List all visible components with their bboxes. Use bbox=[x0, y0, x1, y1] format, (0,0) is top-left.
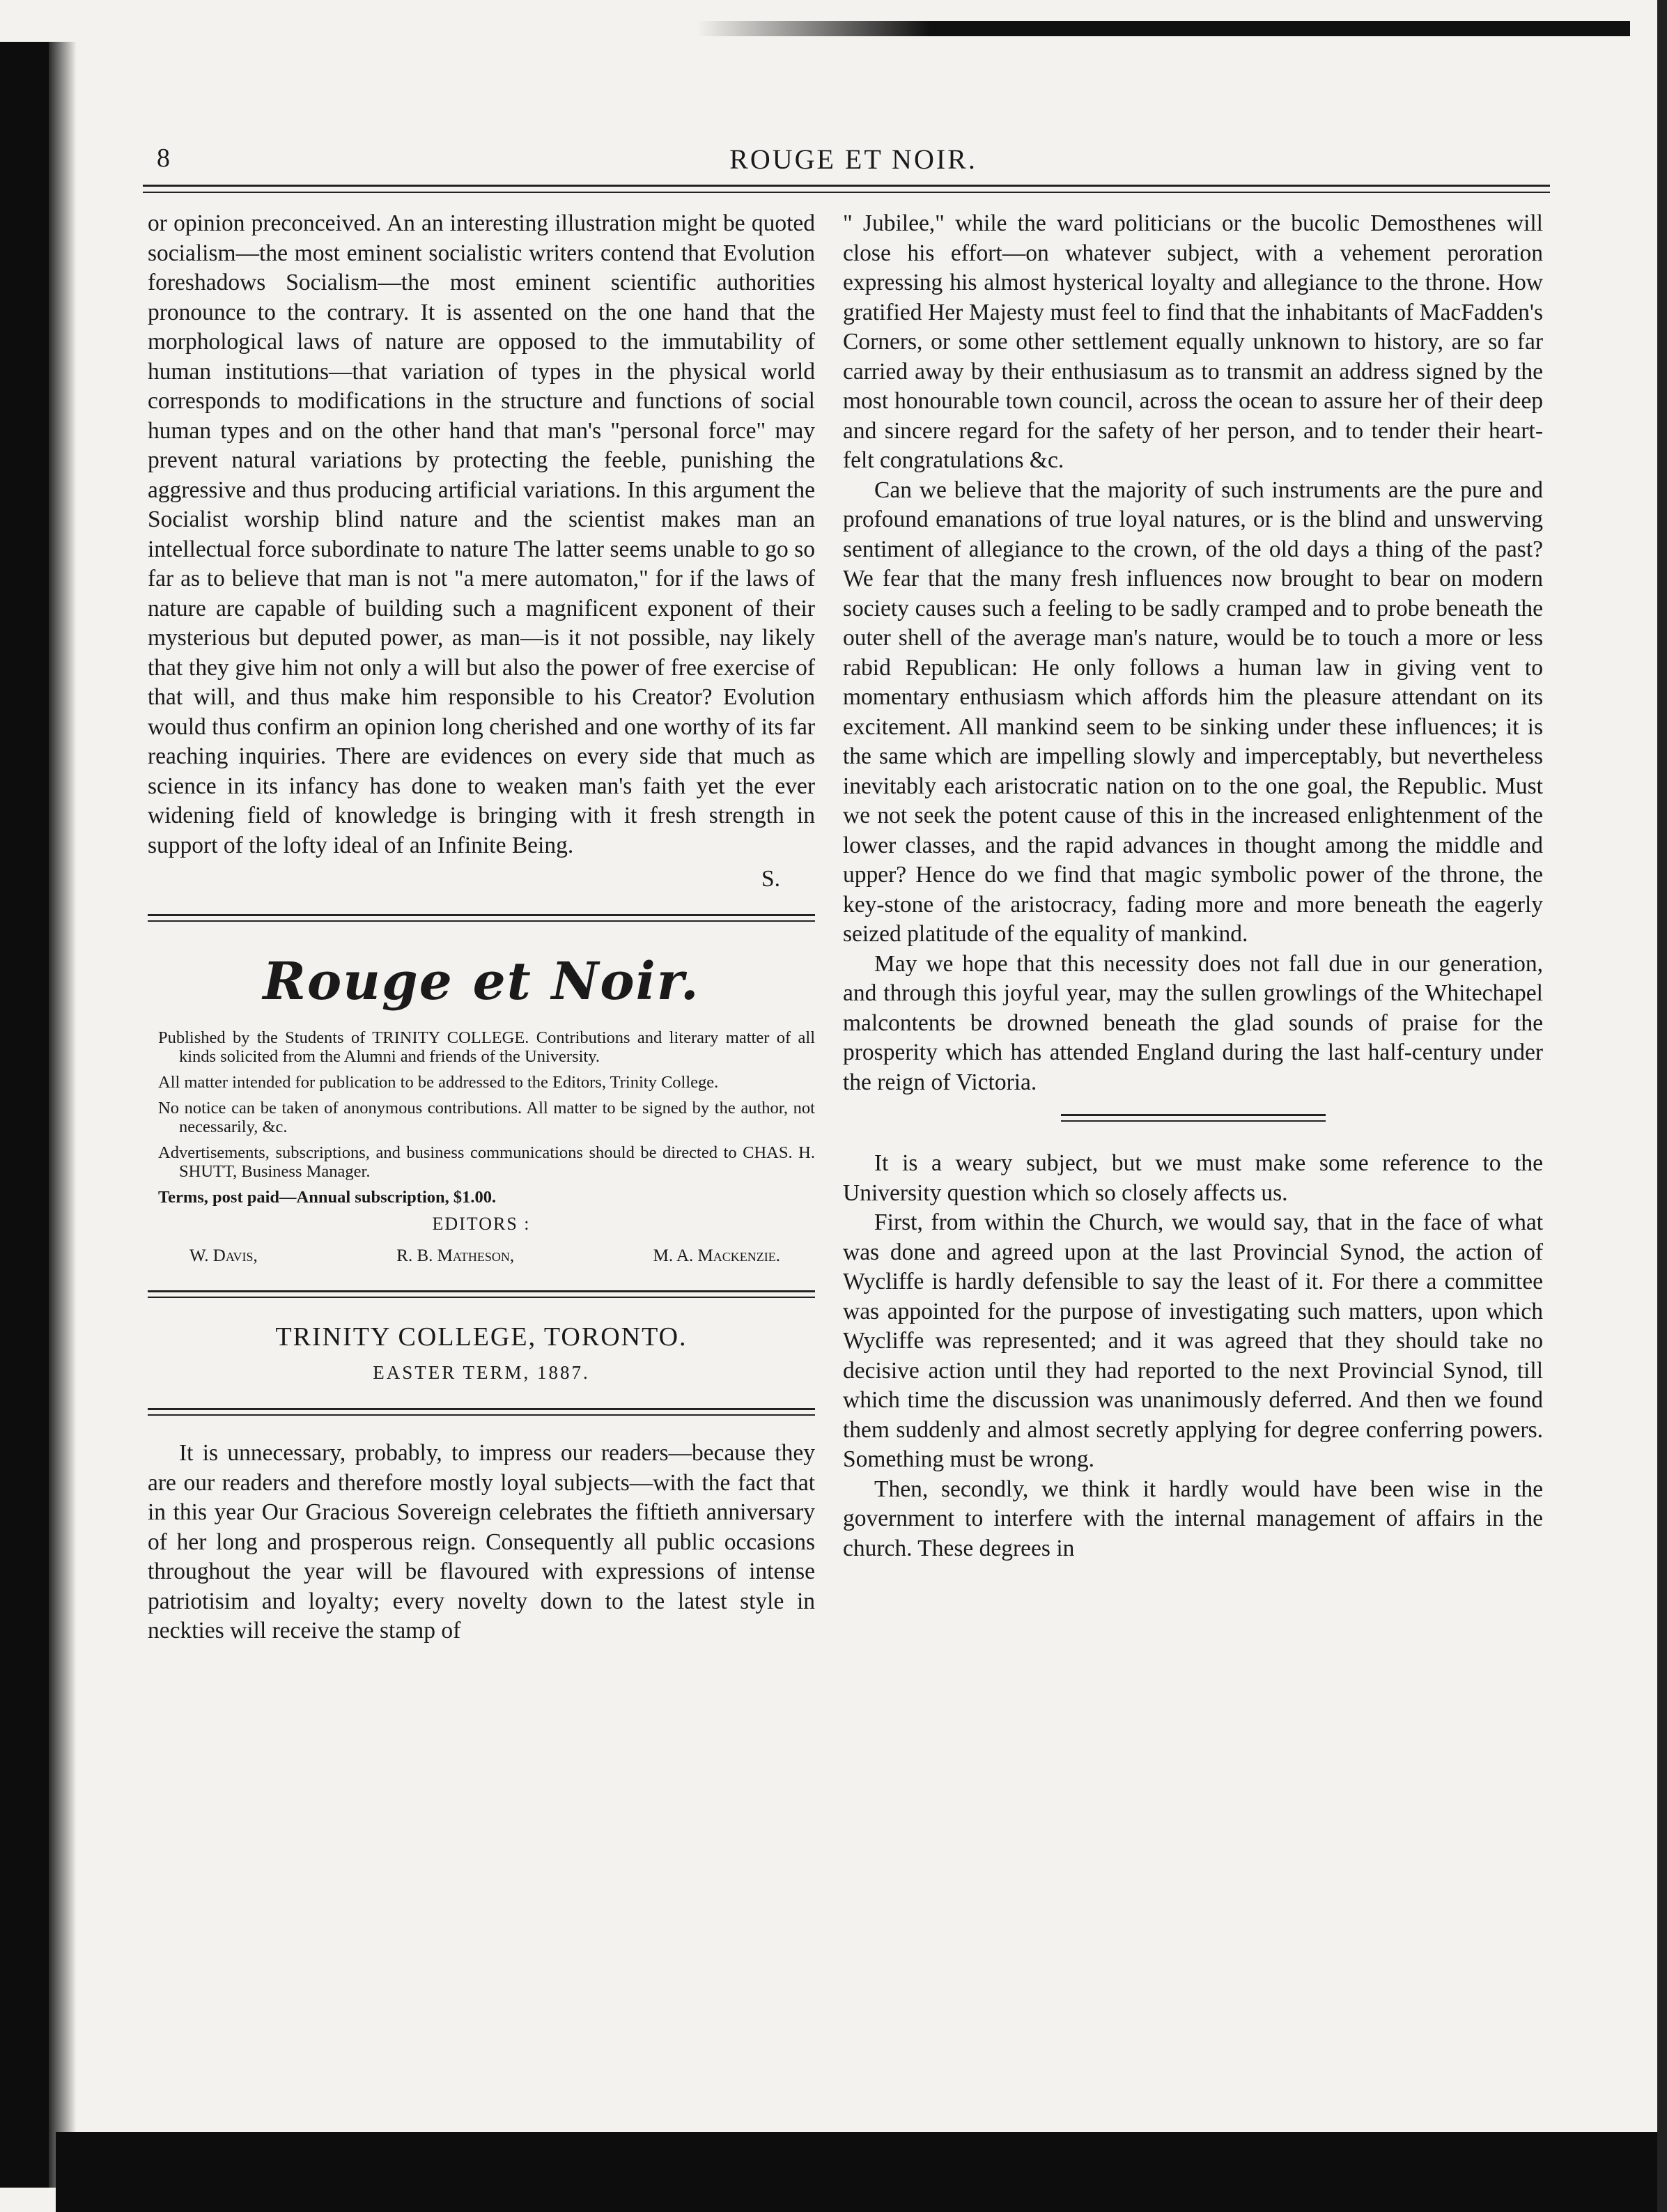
notice-terms: Terms, post paid—Annual subscription, $1.00. bbox=[158, 1187, 497, 1207]
editorial-opening: It is unnecessary, probably, to impress our readers—because they are our readers and therefore mostly loyal subjects—with the fact that in this year Our Gracious Sovereign celebrates the fiftieth anniversary of her long and prosperous reign. Consequently all public occasions throughout the year will be flavoured with expressions of intense patriotisim and loyalty; every novelty down to the latest style in neckties will receive the stamp of bbox=[148, 1440, 815, 1643]
university-paragraph: It is a weary subject, but we must make some reference to the University question which so closely affects us. bbox=[843, 1150, 1543, 1206]
editor-name: W. Davis, bbox=[189, 1246, 258, 1265]
right-column bbox=[843, 209, 1543, 1563]
editorial-paragraph: " Jubilee," while the ward politicians or the bucolic Demosthenes will close his effort—on whatever subject, with a vehement peroration expressing his almost hysterical loyalty and allegiance to the throne. How gratified Her Majesty must feel to find that the inhabitants of MacFadden's Corners, or some other settlement equally unknown to history, are so far carried away by their enthusiasum as to transmit an address signed by the most honourable town council, across the ocean to assure her of their deep and sincere regard for the safety of her person, and to tender their heart-felt congratulations &c. bbox=[843, 210, 1543, 473]
editors-heading: EDITORS : bbox=[432, 1213, 531, 1234]
masthead: Rouge et Noir. bbox=[263, 951, 700, 1012]
editorial-paragraph: May we hope that this necessity does not fall due in our generation, and through this joyful year, may the sullen growlings of the Whitechapel malcontents be drowned beneath the glad sounds of praise for the prosperity which has attended England during the last half-century under the reign of Victoria. bbox=[843, 950, 1543, 1095]
term-heading: EASTER TERM, 1887. bbox=[373, 1361, 590, 1383]
running-head bbox=[157, 143, 1550, 185]
notice-publisher: Published by the Students of TRINITY COLLEGE. Contributions and literary matter of all kinds solicited from the Alumni and friends of the University. bbox=[158, 1028, 815, 1066]
section-rule bbox=[148, 1290, 815, 1299]
notice-anonymous: No notice can be taken of anonymous contributions. All matter to be signed by the author, not necessarily, &c. bbox=[158, 1098, 815, 1136]
header-rule bbox=[143, 185, 1550, 187]
scan-left-shadow bbox=[49, 42, 77, 2188]
left-column bbox=[148, 209, 815, 1646]
section-rule bbox=[148, 914, 815, 922]
scan-left-edge bbox=[0, 42, 49, 2188]
university-paragraph: Then, secondly, we think it hardly would have been wise in the government to interfere with the internal management of affairs in the church. These degrees in bbox=[843, 1476, 1543, 1561]
section-rule bbox=[148, 1408, 815, 1416]
essay-conclusion: or opinion preconceived. An an interesting illustration might be quoted socialism—the most eminent socialistic writers contend that Evolution foreshadows Socialism—the most eminent scientific authorities pronounce to the contrary. It is assented on the one hand that the morphological laws of nature are opposed to the immutability of human institutions—that variation of types in the physical world corresponds to modifications in the structure and functions of social human types and on the other hand that man's "personal force" may prevent natural variations by protecting the feeble, punishing the aggressive and thus producing artificial variations. In this argument the Socialist worship blind nature and the scientist makes man an intellectual force subordinate to nature The latter seems unable to go so far as to believe that man is not "a mere automaton," for if the laws of nature are capable of building such a magnificent exponent of their mysterious but deputed power, as man—is it not possible, nay likely that they give him not only a will but also the power of free exercise of that will, and thus make him responsible to his Creator? Evolution would thus confirm an opinion long cherished and one worthy of its far reaching inquiries. There are evidences on every side that much as science in its infancy has done to weaken man's faith yet the ever widening field of knowledge is bringing with it fresh strength in support of the lofty ideal of an Infinite Being. bbox=[148, 210, 815, 858]
page-number: 8 bbox=[157, 144, 170, 173]
editor-name: R. B. Matheson, bbox=[396, 1246, 515, 1265]
editorial-paragraph: Can we believe that the majority of such instruments are the pure and profound emanations of true loyal natures, or is the blind and unswerving sentiment of allegiance to the crown, of the old days a thing of the past? We fear that the many fresh influences now brought to bear on modern society causes such a feeling to be sadly cramped and to probe beneath the outer shell of the average man's nature, would be to touch a more or less rabid Republican: He only follows a human law in giving vent to momentary enthusiasm which affords him the pleasure attendant on its excitement. All mankind seem to be sinking under these influences; it is the same which are impelling slowly and imperceptably, but nevertheless inevitably each aristocratic nation on to the one goal, the Republic. Must we not seek the potent cause of this in the increased enlightenment of the lower classes, and the rapid advances in thought among the middle and upper? Hence do we find that magic symbolic power of the throne, the key-stone of the aristocracy, fading more and more beneath the eagerly seized platitude of the equality of mankind. bbox=[843, 477, 1543, 947]
college-heading: TRINITY COLLEGE, TORONTO. bbox=[275, 1322, 688, 1352]
essay-signature: S. bbox=[761, 866, 780, 892]
header-rule-secondary bbox=[143, 192, 1550, 193]
scan-bottom-edge bbox=[56, 2132, 1667, 2212]
university-paragraph: First, from within the Church, we would say, that in the face of what was done and agreed upon at the last Provincial Synod, the action of Wycliffe is hardly defensible to say the least of it. For there a committee was appointed for the purpose of investigating such matters, upon which Wycliffe was represented; and it was agreed that they should take no decisive action until they had reported to the next Provincial Synod, till which time the discussion was unanimously deferred. And then we found them suddenly and almost secretly applying for degree conferring powers. Something must be wrong. bbox=[843, 1209, 1543, 1472]
editors-list bbox=[148, 1242, 815, 1271]
editor-name: M. A. Mackenzie. bbox=[653, 1246, 780, 1265]
journal-title: ROUGE ET NOIR. bbox=[729, 144, 977, 175]
scan-top-streak bbox=[697, 21, 1630, 36]
notice-business: Advertisements, subscriptions, and business communications should be directed to CHAS. H. SHUTT, Business Manager. bbox=[158, 1143, 815, 1181]
section-rule bbox=[1061, 1114, 1326, 1122]
scan-right-edge bbox=[1657, 0, 1667, 2212]
notice-address: All matter intended for publication to be addressed to the Editors, Trinity College. bbox=[158, 1072, 719, 1092]
